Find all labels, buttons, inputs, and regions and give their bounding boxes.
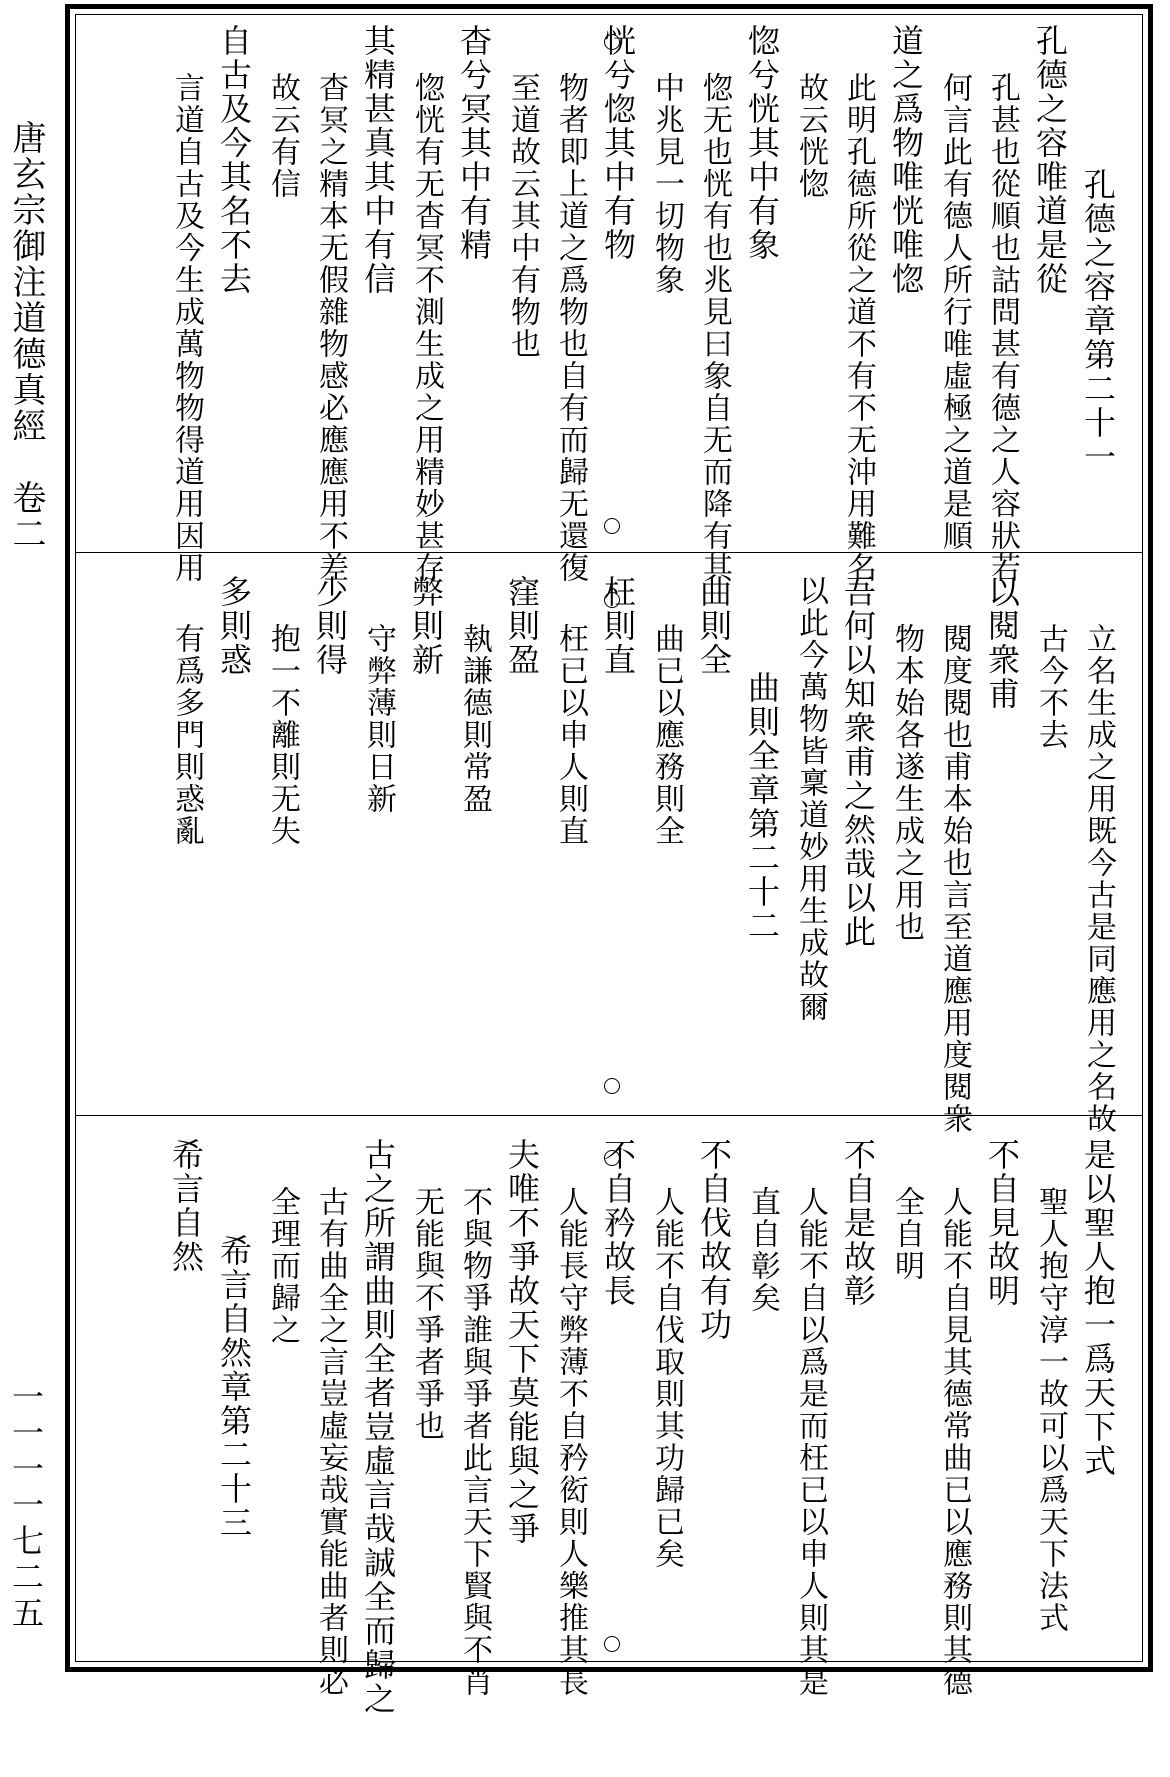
text-column: 希言自然 [167,1138,205,1274]
text-column: 是以聖人抱一爲天下式 [1079,1138,1117,1478]
text-column: 古今不去 [1033,623,1068,751]
section-divider [76,552,1142,553]
punctuation-circle-mark [604,592,620,608]
text-column: 以閱衆甫 [983,575,1021,711]
text-column: 此明孔德所從之道不有不无沖用難名 [841,72,876,584]
text-section-1 [76,24,1142,584]
text-column: 曲則全章第二十二 [743,671,781,943]
text-column: 古有曲全之言豈虛妄哉實能曲者則必 [313,1186,348,1698]
text-column: 守弊薄則日新 [361,623,396,815]
text-column: 惚兮恍其中有象 [743,24,781,262]
text-column: 枉已以申人則直 [553,623,588,847]
text-column: 人能長守弊薄不自矜衒則人樂推其長 [553,1186,588,1698]
text-column: 道之爲物唯恍唯惚 [887,24,925,296]
text-column: 至道故云其中有物也 [505,72,540,360]
punctuation-circle-mark [604,1078,620,1094]
text-column: 其精甚真其中有信 [359,24,397,296]
text-column: 有爲多門則惑亂 [169,623,204,847]
text-column: 故云有信 [265,72,300,200]
text-column: 少則得 [311,575,349,677]
text-column: 窪則盈 [503,575,541,677]
text-column: 全理而歸之 [265,1186,300,1346]
text-column: 不自是故彰 [839,1138,877,1308]
text-section-3 [76,1138,1142,1716]
text-column: 多則惑 [215,575,253,677]
text-column: 弊則新 [407,575,445,677]
text-column: 孔德之容章第二十一 [1079,168,1117,474]
text-column: 古之所謂曲則全者豈虛言哉誠全而歸之 [359,1138,397,1716]
text-column: 枉則直 [599,575,637,677]
text-column: 不自矜故長 [599,1138,637,1308]
text-column: 不與物爭誰與爭者此言天下賢與不肖 [457,1186,492,1698]
text-column: 惚无也恍有也兆見曰象自无而降有其 [697,72,732,584]
text-column: 人能不自見其德常曲已以應務則其德 [937,1186,972,1698]
text-column: 希言自然章第二十三 [215,1234,253,1540]
text-column: 執謙德則常盈 [457,623,492,815]
text-column: 抱一不離則无失 [265,623,300,847]
text-column: 聖人抱守淳一故可以爲天下法式 [1033,1186,1068,1634]
text-column: 曲則全 [695,575,733,677]
text-column: 物者即上道之爲物也自有而歸无還復 [553,72,588,584]
punctuation-circle-mark [604,1150,620,1166]
text-column: 不自伐故有功 [695,1138,733,1342]
book-title: 唐玄宗御注道德真經 卷二 [6,120,46,552]
text-column: 孔甚也從順也詁問甚有德之人容狀若 [985,72,1020,584]
text-column: 全自明 [889,1186,924,1282]
text-column: 吾何以知衆甫之然哉以此 [839,575,877,949]
punctuation-circle-mark [604,518,620,534]
section-divider [76,1115,1142,1116]
text-column: 立名生成之用既今古是同應用之名故 [1081,623,1116,1135]
text-column: 夫唯不爭故天下莫能與之爭 [503,1138,541,1546]
text-column: 惚恍有无杳冥不測生成之用精妙甚存 [409,72,444,584]
punctuation-circle-mark [604,34,620,50]
text-column: 直自彰矣 [745,1186,780,1314]
punctuation-circle-mark [604,1636,620,1652]
text-column: 不自見故明 [983,1138,1021,1308]
text-column: 自古及今其名不去 [215,24,253,296]
text-column: 无能與不爭者爭也 [409,1186,444,1442]
text-column: 杳冥之精本无假雜物感必應應用不差 [313,72,348,584]
text-column: 中兆見一切物象 [649,72,684,296]
page-number: 一一一一七二五 [7,1380,45,1632]
text-column: 以此今萬物皆稟道妙用生成故爾 [793,575,828,1023]
text-column: 故云恍惚 [793,72,828,200]
text-column: 閱度閱也甫本始也言至道應用度閱衆 [937,623,972,1135]
text-column: 恍兮惚其中有物 [599,24,637,262]
text-column: 曲已以應務則全 [649,623,684,847]
text-column: 人能不自伐取則其功歸已矣 [649,1186,684,1570]
text-section-2 [76,575,1142,1135]
text-column: 何言此有德人所行唯虛極之道是順 [937,72,972,552]
text-column: 人能不自以爲是而枉已以申人則其是 [793,1186,828,1698]
text-column: 孔德之容唯道是從 [1031,24,1069,296]
text-column: 杳兮冥其中有精 [455,24,493,262]
text-column: 言道自古及今生成萬物物得道用因用 [169,72,204,584]
text-column: 物本始各遂生成之用也 [889,623,924,943]
